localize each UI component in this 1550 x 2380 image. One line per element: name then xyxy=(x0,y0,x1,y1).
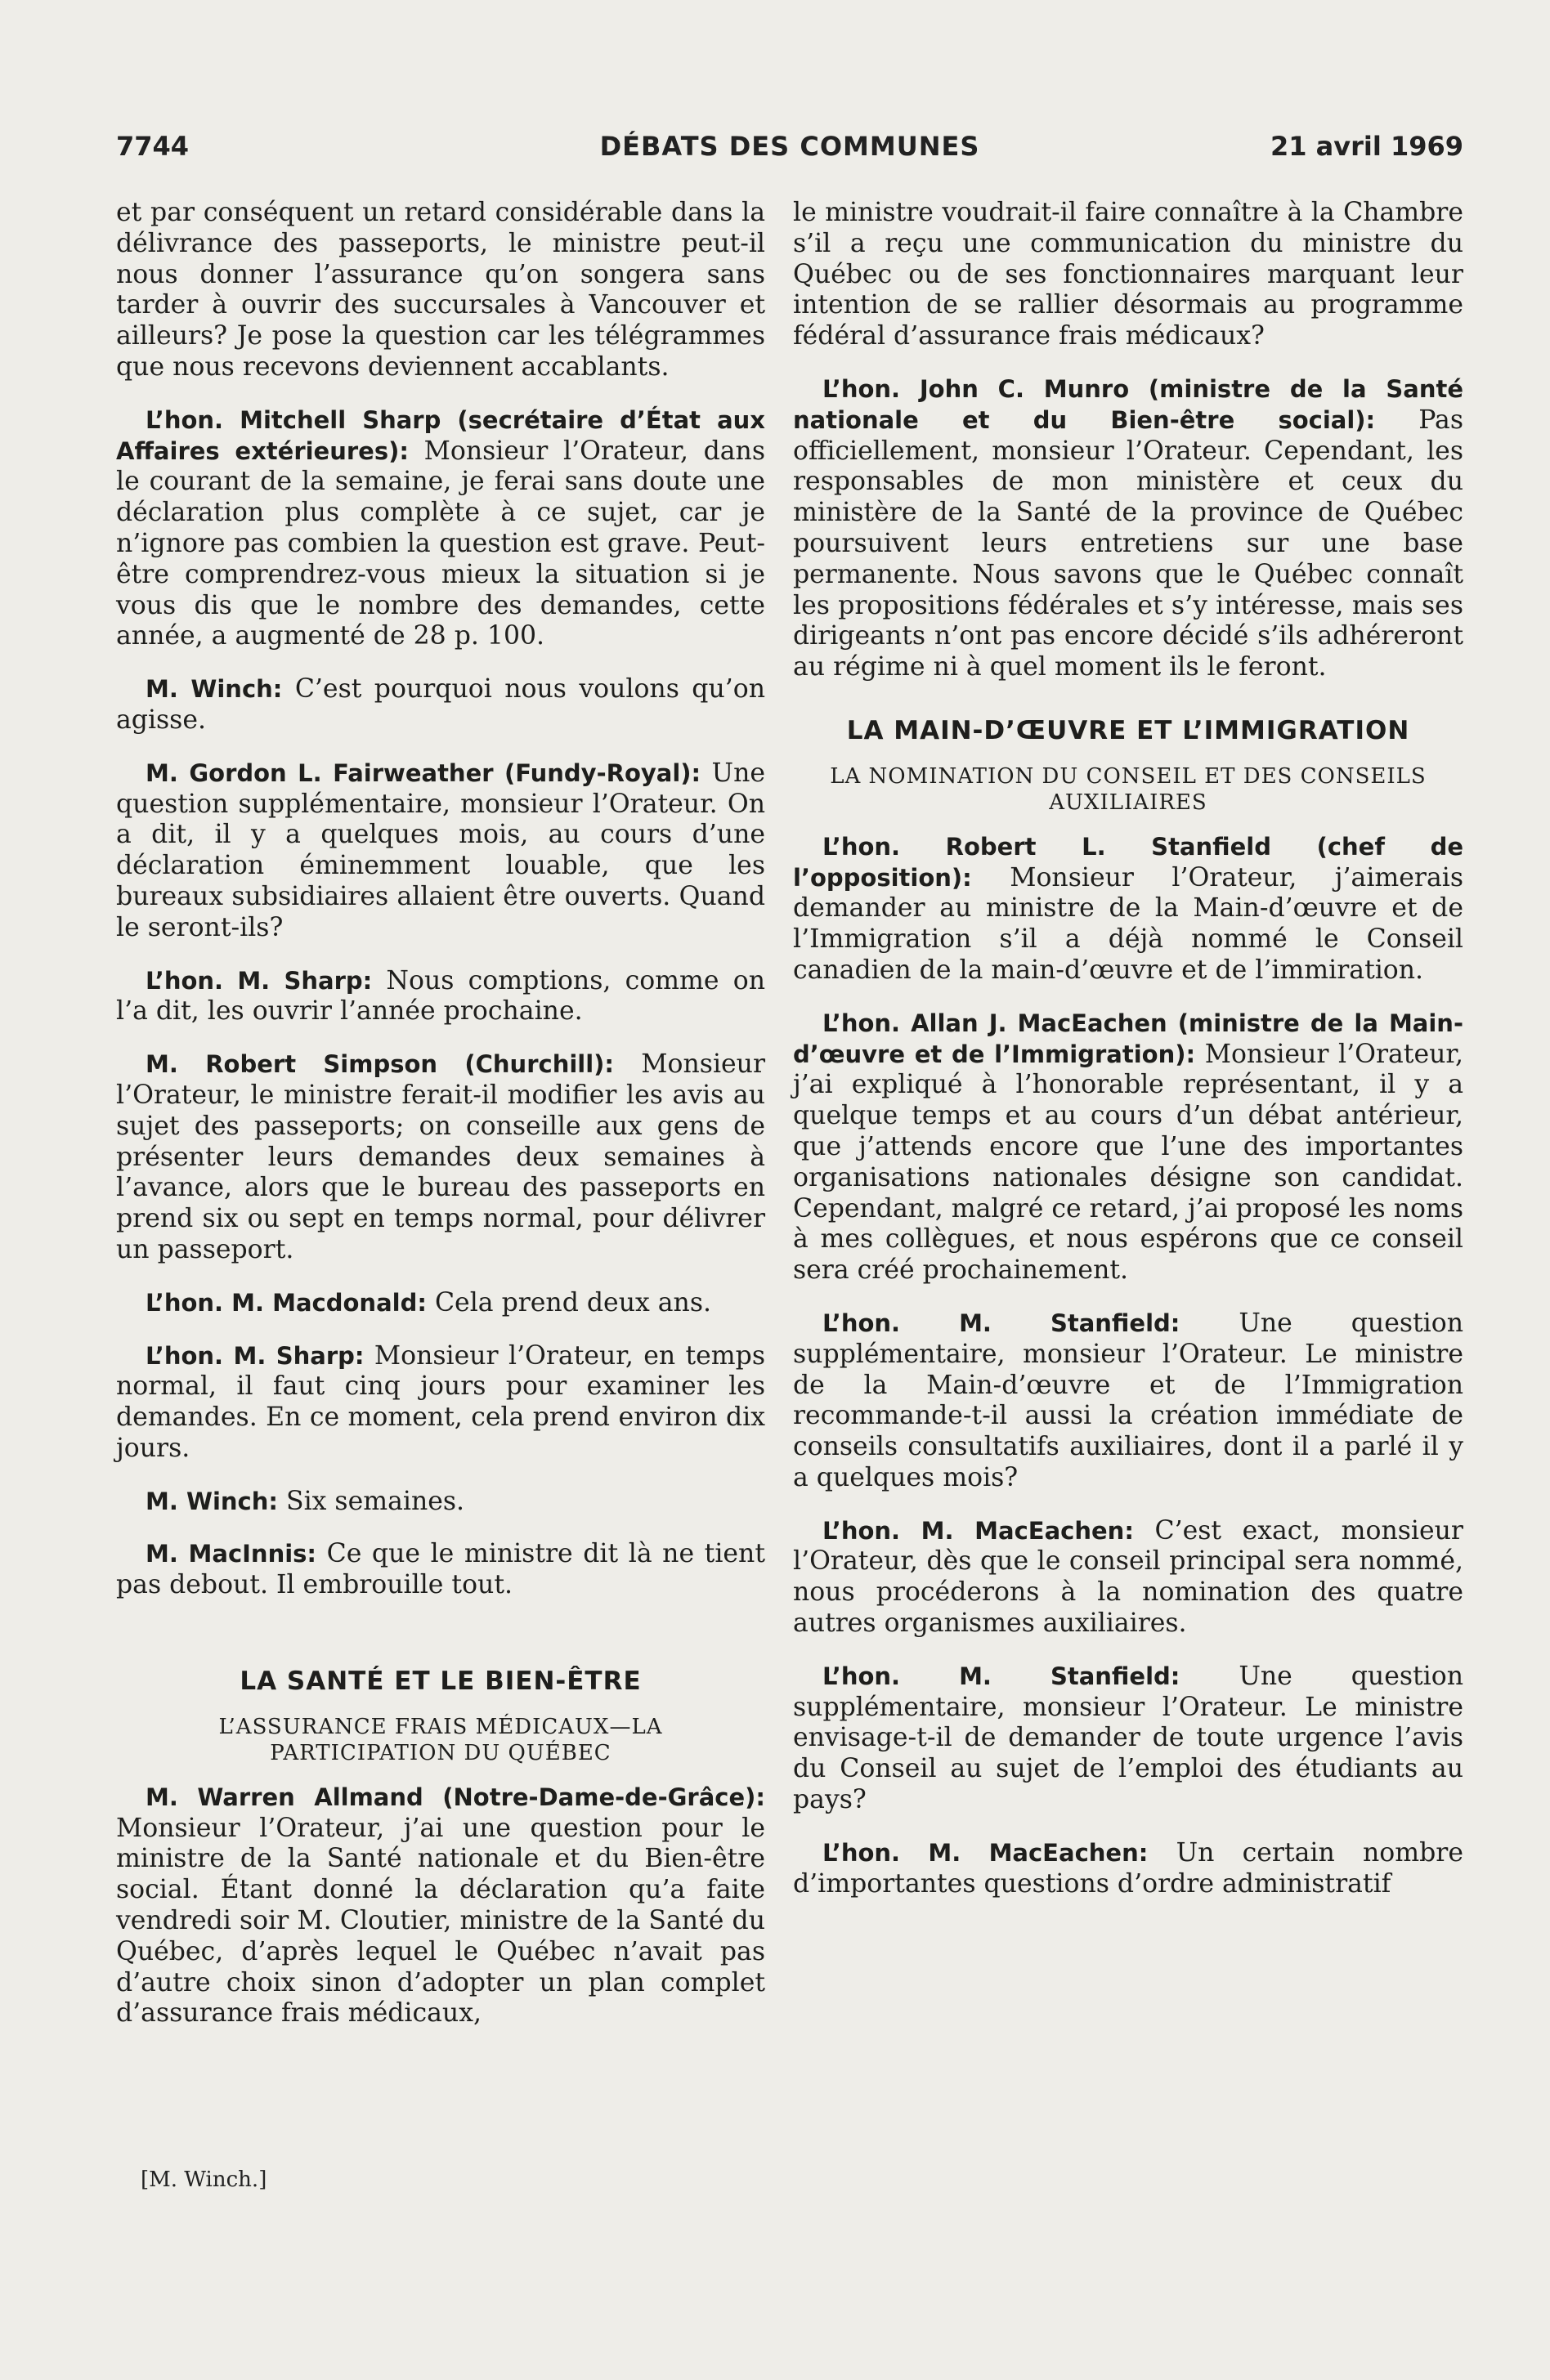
speech-text: C’est exact, monsieur l’Orateur, dès que le conseil principal sera nommé, nous procéderons à la nomination des quatre autres organismes auxiliaires. xyxy=(793,1515,1463,1639)
paragraph xyxy=(793,374,1463,683)
subsection-title: LA NOMINATION DU CONSEIL ET DES CONSEILS AUXILIAIRES xyxy=(830,763,1427,815)
page-header xyxy=(116,131,1463,172)
paragraph xyxy=(116,1487,765,1518)
paragraph xyxy=(116,758,765,944)
page-date: 21 avril 1969 xyxy=(1270,131,1463,162)
paragraph xyxy=(793,832,1463,986)
speech-text: Pas officiellement, monsieur l’Orateur. Cependant, les responsables de mon ministère et ceux du ministère de la Santé de la province de Québec poursuivent leurs entretiens sur une base permanente. Nous savons que le Québec connaît les propositions fédérales et s’y intéresse, mais ses dirigeants n’ont pas encore décidé s’ils adhéreront au régime ni à quel moment ils le feront. xyxy=(793,405,1463,682)
speaker-name: L’hon. John C. Munro (ministre de la Santé nationale et du Bien-être social): xyxy=(793,374,1463,434)
speaker-name: L’hon. Allan J. MacEachen (ministre de la Main-d’œuvre et de l’Immigration): xyxy=(793,1009,1463,1068)
speech-text: Monsieur l’Orateur, j’ai une question pour le ministre de la Santé nationale et du Bien-être social. Étant donné la déclaration qu’a faite vendredi soir M. Cloutier, ministre de la Santé du Québec, d’après lequel le Québec n’avait pas d’autre choix sinon d’adopter un plan complet d’assurance frais médicaux, xyxy=(116,1813,765,2029)
speaker-name: L’hon. M. MacEachen: xyxy=(822,1516,1134,1545)
paragraph xyxy=(116,674,765,736)
speech-text: Monsieur l’Orateur, en temps normal, il faut cinq jours pour examiner les demandes. En ce moment, cela prend environ dix jours. xyxy=(116,1340,765,1463)
speech-text: Un certain nombre d’importantes questions d’ordre administratif xyxy=(793,1837,1464,1899)
speaker-name: M. Warren Allmand (Notre-Dame-de-Grâce): xyxy=(146,1783,765,1811)
speech-text: C’est pourquoi nous voulons qu’on agisse. xyxy=(116,674,765,735)
speaker-name: L’hon. M. Sharp: xyxy=(146,966,373,995)
paragraph xyxy=(116,1049,765,1266)
speaker-name: M. Winch: xyxy=(146,675,283,704)
speech-text: Cela prend deux ans. xyxy=(434,1287,712,1318)
speaker-footer-note: [M. Winch.] xyxy=(141,2168,267,2192)
paragraph: le ministre voudrait-il faire connaître à la Chambre s’il a reçu une communication du ministre du Québec ou de ses fonctionnaires marquant leur intention de se rallier désormais au programme fédéral d’assurance frais médicaux? xyxy=(793,198,1463,351)
page-number: 7744 xyxy=(116,131,190,162)
speech-text: Nous comptions, comme on l’a dit, les ouvrir l’année prochaine. xyxy=(116,965,765,1027)
speech-text: Une question supplémentaire, monsieur l’Orateur. On a dit, il y a quelques mois, au cours d’une déclaration éminemment louable, que les bureaux subsidiaires allaient être ouverts. Quand le seront-ils? xyxy=(116,758,766,942)
speaker-name: L’hon. M. Sharp: xyxy=(146,1341,365,1370)
speaker-name: M. Gordon L. Fairweather (Fundy-Royal): xyxy=(146,758,701,787)
speech-text: Monsieur l’Orateur, j’ai expliqué à l’honorable représentant, il y a quelque temps et au cours d’un débat antérieur, que j’attends encore que l’une des importantes organisations nationales désigne son candidat. Cependant, malgré ce retard, j’ai proposé les noms à mes collègues, et nous espérons que ce conseil sera créé prochainement. xyxy=(793,1039,1463,1286)
speech-text: Monsieur l’Orateur, dans le courant de la semaine, je ferai sans doute une déclaration plus complète à ce sujet, car je n’ignore pas combien la question est grave. Peut-être comprendrez-vous mieux la situation si je vous dis que le nombre des demandes, cette année, a augmenté de 28 p. 100. xyxy=(116,436,766,651)
speaker-name: L’hon. M. MacEachen: xyxy=(822,1838,1149,1867)
speaker-name: M. MacInnis: xyxy=(146,1540,317,1568)
paragraph xyxy=(116,1783,765,2029)
speaker-name: L’hon. M. Stanfield: xyxy=(822,1309,1180,1337)
speaker-name: L’hon. M. Macdonald: xyxy=(146,1288,427,1317)
paragraph xyxy=(116,966,765,1028)
paragraph xyxy=(116,1288,765,1319)
speech-text: Monsieur l’Orateur, le ministre ferait-il modifier les avis au sujet des passeports; on conseille aux gens de présenter leurs demandes deux semaines à l’avance, alors que le bureau des passeports en prend six ou sept en temps normal, pour délivrer un passeport. xyxy=(116,1049,766,1264)
speaker-name: M. Winch: xyxy=(146,1487,278,1515)
speech-text: Ce que le ministre dit là ne tient pas debout. Il embrouille tout. xyxy=(116,1539,765,1600)
section-title: LA SANTÉ ET LE BIEN-ÊTRE xyxy=(240,1666,642,1697)
paragraph xyxy=(793,1009,1463,1286)
subsection-title: L’ASSURANCE FRAIS MÉDICAUX—LA PARTICIPATION DU QUÉBEC xyxy=(218,1714,663,1765)
publication-title: DÉBATS DES COMMUNES xyxy=(599,131,980,162)
speaker-name: L’hon. M. Stanfield: xyxy=(822,1662,1180,1690)
paragraph xyxy=(116,405,765,652)
speech-text: Monsieur l’Orateur, j’aimerais demander au ministre de la Main-d’œuvre et de l’Immigration s’il a déjà nommé le Conseil canadien de la main-d’œuvre et de l’immiration. xyxy=(793,862,1463,985)
paragraph xyxy=(793,1516,1463,1640)
paragraph xyxy=(793,1309,1463,1494)
paragraph xyxy=(116,1539,765,1601)
speaker-name: M. Robert Simpson (Churchill): xyxy=(146,1050,615,1079)
paragraph: et par conséquent un retard considérable dans la délivrance des passeports, le ministre peut-il nous donner l’assurance qu’on songera sans tarder à ouvrir des succursales à Vancouver et ailleurs? Je pose la question car les télégrammes que nous recevons deviennent accablants. xyxy=(116,198,765,382)
speech-text: Une question supplémentaire, monsieur l’Orateur. Le ministre de la Main-d’œuvre et de l’Immigration recommande-t-il aussi la création immédiate de conseils consultatifs auxiliaires, dont il a parlé il y a quelques mois? xyxy=(793,1308,1463,1492)
paragraph xyxy=(793,1838,1463,1900)
paragraph xyxy=(793,1662,1463,1816)
speech-text: Six semaines. xyxy=(286,1486,465,1516)
left-column xyxy=(116,198,765,2051)
speech-text: Une question supplémentaire, monsieur l’Orateur. Le ministre envisage-t-il de demander de toute urgence l’avis du Conseil au sujet de l’emploi des étudiants au pays? xyxy=(793,1661,1463,1815)
paragraph xyxy=(116,1341,765,1465)
section-title: LA MAIN-D’ŒUVRE ET L’IMMIGRATION xyxy=(846,715,1410,745)
right-column xyxy=(793,198,1463,1921)
speaker-name: L’hon. Mitchell Sharp (secrétaire d’État aux Affaires extérieures): xyxy=(116,405,765,465)
speaker-name: L’hon. Robert L. Stanfield (chef de l’opposition): xyxy=(793,832,1463,892)
